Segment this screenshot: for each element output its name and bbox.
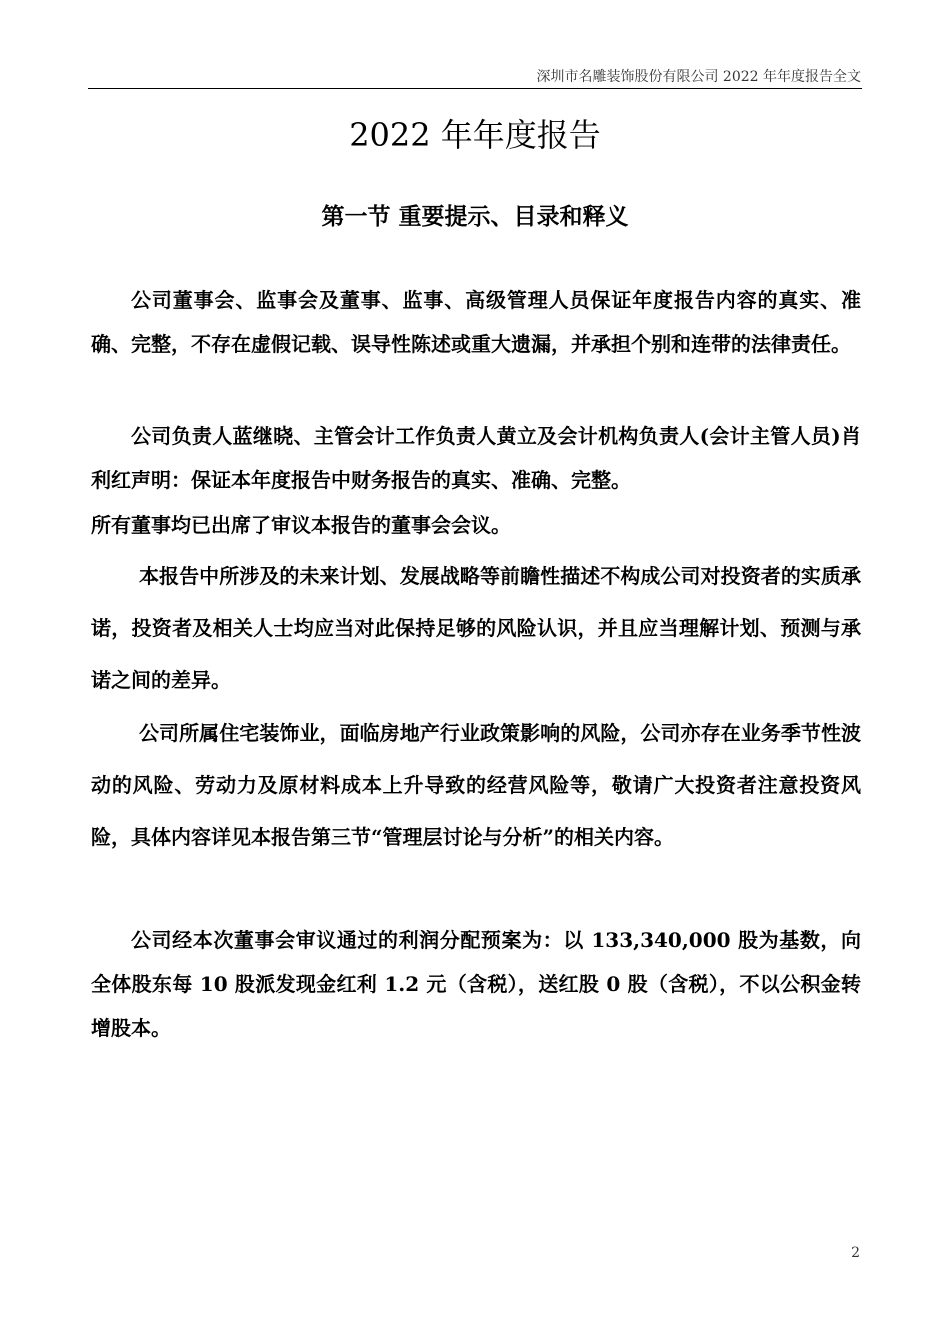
paragraph-profit-distribution: 公司经本次董事会审议通过的利润分配预案为：以 133,340,000 股为基数，向全体股东每 10 股派发现金红利 1.2 元（含税），送红股 0 股（含税），不以公积金转增股本。	[91, 928, 861, 1040]
paragraph-risk-notice: 公司所属住宅装饰业，面临房地产行业政策影响的风险，公司亦存在业务季节性波动的风险、劳动力及原材料成本上升导致的经营风险等，敬请广大投资者注意投资风险，具体内容详见本报告第三节“管理层讨论与分析”的相关内容。	[91, 721, 861, 849]
paragraph-officers-declaration: 公司负责人蓝继晓、主管会计工作负责人黄立及会计机构负责人(会计主管人员)肖利红声明：保证本年度报告中财务报告的真实、准确、完整。	[91, 424, 861, 492]
page-number: 2	[851, 1245, 860, 1261]
header-divider	[88, 88, 862, 89]
paragraph-board-attendance: 所有董事均已出席了审议本报告的董事会会议。	[91, 513, 511, 537]
paragraph-responsibility-statement: 公司董事会、监事会及董事、监事、高级管理人员保证年度报告内容的真实、准确、完整，不存在虚假记载、误导性陈述或重大遗漏，并承担个别和连带的法律责任。	[91, 288, 861, 356]
document-title: 2022 年年度报告	[349, 116, 601, 154]
section-title: 第一节 重要提示、目录和释义	[321, 203, 629, 230]
running-header: 深圳市名雕装饰股份有限公司 2022 年年度报告全文	[536, 69, 861, 85]
paragraph-forward-looking-disclaimer: 本报告中所涉及的未来计划、发展战略等前瞻性描述不构成公司对投资者的实质承诺，投资者及相关人士均应当对此保持足够的风险认识，并且应当理解计划、预测与承诺之间的差异。	[91, 564, 861, 692]
